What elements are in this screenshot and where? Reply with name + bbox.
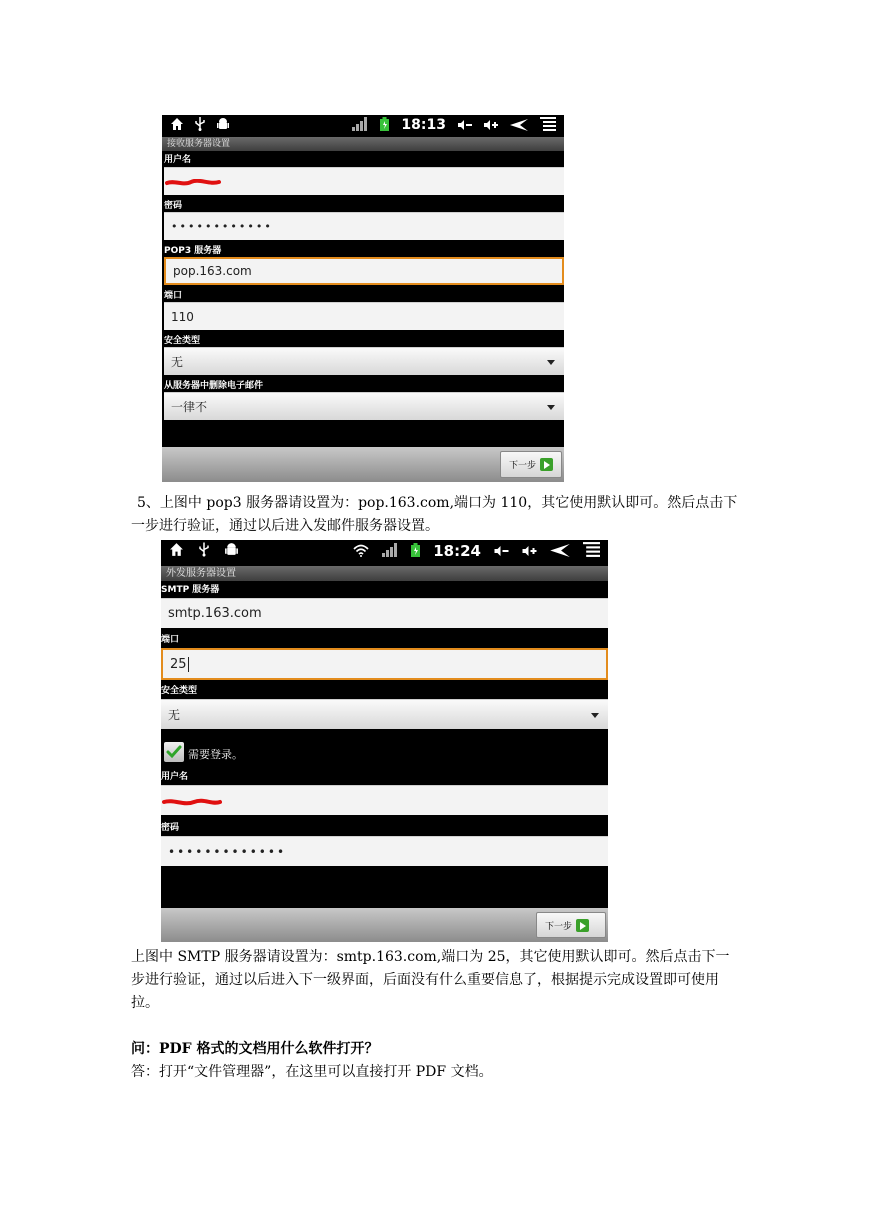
screenshot-incoming-server: [162, 115, 564, 482]
redacted-scribble: [162, 798, 222, 807]
password-field[interactable]: ••••••••••••: [164, 212, 564, 240]
volume-down-icon: [494, 542, 509, 561]
smtp-server-field[interactable]: smtp.163.com: [161, 598, 608, 628]
next-button-label: 下一步: [545, 921, 573, 932]
status-time: 18:13: [401, 117, 446, 133]
port-field[interactable]: 110: [164, 302, 564, 330]
username-label: 用户名: [164, 155, 192, 165]
port-label: 端口: [164, 291, 183, 301]
smtp-server-label: SMTP 服务器: [161, 585, 220, 595]
next-button[interactable]: [536, 912, 606, 938]
password-label: 密码: [161, 823, 180, 833]
chevron-down-icon: [547, 360, 555, 365]
signal-icon: [382, 542, 398, 561]
volume-up-icon: [484, 116, 498, 135]
battery-icon: [380, 116, 389, 135]
back-icon[interactable]: [550, 542, 570, 561]
security-type-value: 无: [171, 355, 184, 369]
status-bar: [161, 540, 608, 562]
home-icon: [169, 542, 184, 561]
status-bar: [162, 115, 564, 135]
require-login-checkbox[interactable]: [164, 742, 184, 762]
delete-from-server-select[interactable]: [164, 392, 564, 420]
screenshot-outgoing-server: [161, 540, 608, 942]
usb-icon: [194, 116, 206, 135]
answer-pdf: 答：打开“文件管理器”，在这里可以直接打开 PDF 文档。: [131, 1064, 493, 1080]
require-login-label: 需要登录。: [188, 748, 243, 761]
volume-down-icon: [458, 116, 472, 135]
port-value: 25: [170, 656, 187, 672]
next-button[interactable]: [500, 451, 562, 478]
security-type-label: 安全类型: [161, 686, 198, 696]
screen-title: 外发服务器设置: [161, 566, 608, 581]
paragraph-smtp-instructions: 上图中 SMTP 服务器请设置为：smtp.163.com,端口为 25，其它使用默认即可。然后点击下一步进行验证，通过以后进入下一级界面，后面没有什么重要信息了，根据提示完成设置即可使用拉。: [131, 949, 730, 1011]
security-type-label: 安全类型: [164, 336, 201, 346]
arrow-right-icon: [540, 458, 553, 471]
username-field[interactable]: [164, 167, 564, 195]
chevron-down-icon: [547, 405, 555, 410]
screen-title: 接收服务器设置: [162, 137, 564, 151]
port-label: 端口: [161, 635, 180, 645]
wifi-icon: [353, 542, 369, 561]
status-time: 18:24: [433, 542, 481, 560]
security-type-select[interactable]: [161, 699, 608, 729]
paragraph-pop3-instructions: 5、上图中 pop3 服务器请设置为：pop.163.com,端口为 110，其它使用默认即可。然后点击下一步进行验证，通过以后进入发邮件服务器设置。: [131, 495, 738, 534]
security-type-value: 无: [168, 708, 181, 722]
pop3-server-label: POP3 服务器: [164, 246, 222, 256]
menu-icon[interactable]: [540, 116, 556, 135]
delete-from-server-value: 一律不: [171, 400, 208, 414]
android-debug-icon: [216, 116, 230, 135]
pop3-server-field[interactable]: pop.163.com: [164, 257, 564, 285]
checkmark-icon: [164, 742, 184, 762]
android-debug-icon: [224, 542, 239, 561]
back-icon[interactable]: [510, 116, 528, 135]
bottom-bar: [162, 447, 564, 482]
redacted-scribble: [165, 179, 221, 187]
text-cursor: [188, 657, 189, 672]
next-button-label: 下一步: [509, 461, 537, 471]
menu-icon[interactable]: [583, 542, 600, 561]
password-label: 密码: [164, 201, 183, 211]
security-type-select[interactable]: [164, 347, 564, 375]
volume-up-icon: [522, 542, 537, 561]
arrow-right-icon: [576, 919, 589, 932]
signal-icon: [352, 116, 368, 135]
username-label: 用户名: [161, 772, 189, 782]
battery-icon: [411, 542, 420, 561]
usb-icon: [198, 542, 210, 561]
chevron-down-icon: [591, 713, 599, 718]
bottom-bar: [161, 908, 608, 942]
username-field[interactable]: [161, 785, 608, 815]
port-field[interactable]: [161, 648, 608, 680]
password-field[interactable]: •••••••••••••: [161, 836, 608, 866]
home-icon: [170, 116, 184, 135]
delete-from-server-label: 从服务器中删除电子邮件: [164, 381, 264, 391]
question-pdf: 问：PDF 格式的文档用什么软件打开？: [131, 1041, 379, 1057]
